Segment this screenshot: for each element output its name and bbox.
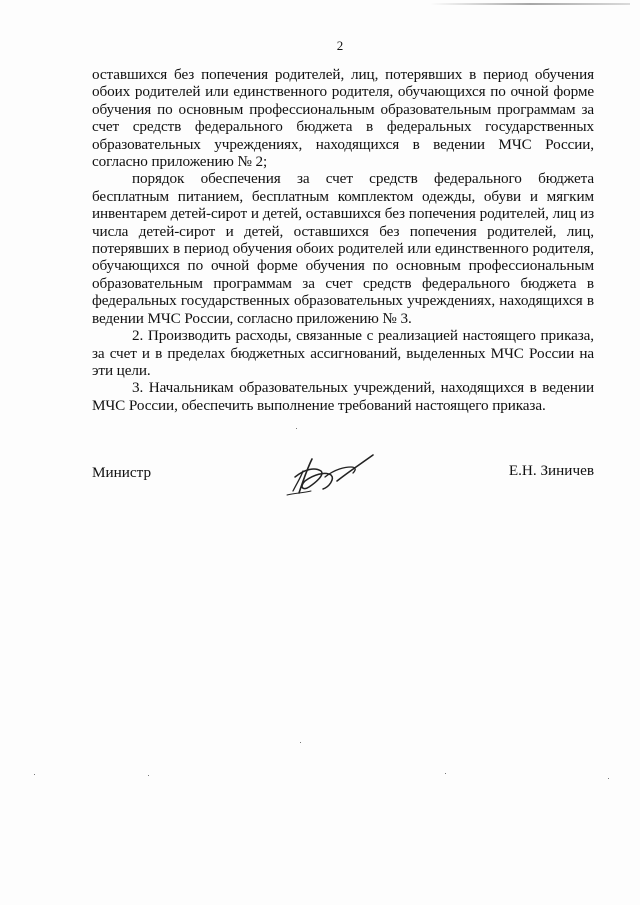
scan-speck (608, 778, 609, 779)
paragraph-continuation: оставшихся без попечения родителей, лиц, потерявших в период обучения обоих родителей или единственного родителя, обучающихся по очной форме обучения по основным профессиональным образовательным программам за счет средств федерального бюджета в федеральных государственных образовательных учреждениях, находящихся в ведении МЧС России, согласно приложению № 2; (92, 66, 594, 171)
handwritten-signature-icon (285, 447, 380, 499)
paragraph-procedure: порядок обеспечения за счет средств федерального бюджета бесплатным питанием, бесплатным комплектом одежды, обуви и мягким инвентарем детей-сирот и детей, оставшихся без попечения родителей, лиц из числа детей-сирот и детей, оставшихся без попечения родителей, лиц, потерявших в период обучения обоих родителей или единственного родителя, обучающихся по очной форме обучения по основным профессиональным образовательным программам за счет средств федерального бюджета в федеральных государственных образовательных учреждениях, находящихся в ведении МЧС России, согласно приложению № 3. (92, 170, 594, 327)
scan-speck (34, 774, 35, 775)
paragraph-expenses: 2. Производить расходы, связанные с реализацией настоящего приказа, за счет и в пределах бюджетных ассигнований, выделенных МЧС России на эти цели. (92, 327, 594, 379)
scan-artifact-line (430, 3, 630, 5)
scan-speck (296, 428, 297, 429)
document-body (92, 66, 594, 414)
scan-speck (148, 775, 149, 776)
paragraph-instruction: 3. Начальникам образовательных учреждений, находящихся в ведении МЧС России, обеспечить выполнение требований настоящего приказа. (92, 379, 594, 414)
signer-title: Министр (92, 464, 152, 481)
scan-speck (300, 742, 301, 743)
signer-name: Е.Н. Зиничев (508, 462, 594, 479)
scan-speck (445, 773, 446, 774)
page-number: 2 (336, 38, 344, 53)
